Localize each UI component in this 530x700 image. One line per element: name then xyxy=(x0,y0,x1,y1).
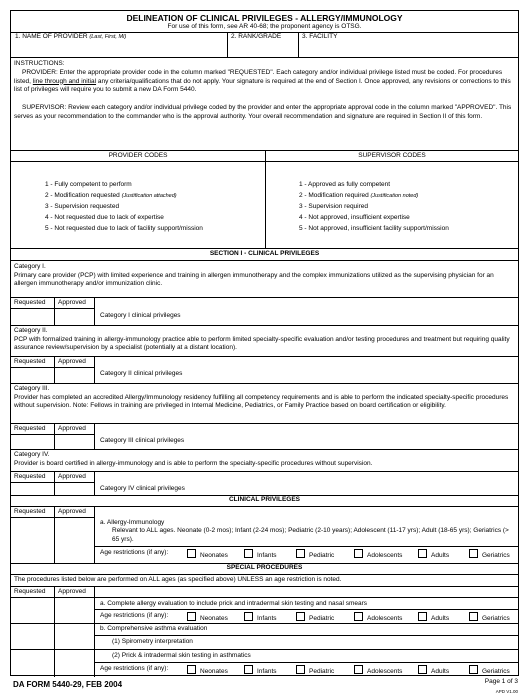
checkbox-box[interactable] xyxy=(469,612,478,621)
age-checkboxes-2 xyxy=(187,612,510,624)
page-number: Page 1 of 3 xyxy=(484,678,518,685)
age-restrictions-label: Age restrictions (if any): xyxy=(100,612,169,619)
skin-testing-asthmatics-item: (2) Prick & intradermal skin testing in asthmatics xyxy=(112,652,251,659)
special-procedures-heading: SPECIAL PROCEDURES xyxy=(226,564,303,571)
infants-checkbox[interactable] xyxy=(244,665,296,677)
supervisor-codes-list xyxy=(299,181,449,236)
checkbox-box[interactable] xyxy=(418,665,427,674)
pediatric-label: Pediatric xyxy=(309,552,335,559)
provider-code-3 xyxy=(45,203,203,214)
geriatrics-label: Geriatrics xyxy=(482,668,510,675)
checkbox-box[interactable] xyxy=(244,549,253,558)
adolescents-checkbox[interactable] xyxy=(354,549,418,561)
adolescents-label: Adolescents xyxy=(367,668,403,675)
checkbox-box[interactable] xyxy=(354,612,363,621)
geriatrics-label: Geriatrics xyxy=(482,615,510,622)
adults-label: Adults xyxy=(431,552,450,559)
age-restrictions-label: Age restrictions (if any): xyxy=(100,665,169,672)
neonates-checkbox[interactable] xyxy=(187,665,244,677)
requested-header: Requested xyxy=(14,358,46,365)
section-1-heading: SECTION I - CLINICAL PRIVILEGES xyxy=(209,250,320,257)
supervisor-code-1-text: 1 - Approved as fully competent xyxy=(299,181,391,188)
pediatric-checkbox[interactable] xyxy=(296,612,354,624)
neonates-checkbox[interactable] xyxy=(187,612,244,624)
apd-version: APD V1.00 xyxy=(495,689,518,694)
provider-instructions-b: any criteria/qualifications that do not apply. Your signature is required at the end of Section I. Once approved, any revisions or corrections to this list of privileges will require you to submit a new DA Form 5440. xyxy=(14,77,511,93)
approved-header: Approved xyxy=(58,358,86,365)
form-subtitle: For use of this form, see AR 40-68; the proponent agency is OTSG. xyxy=(167,23,362,30)
supervisor-code-2 xyxy=(299,192,449,203)
provider-instructions xyxy=(14,69,515,95)
age-checkboxes-1 xyxy=(187,549,510,561)
category-3-title: Category III. xyxy=(14,385,50,392)
form-number: DA FORM 5440-29, FEB 2004 xyxy=(13,680,123,689)
requested-header: Requested xyxy=(14,299,46,306)
pediatric-checkbox[interactable] xyxy=(296,665,354,677)
approved-header: Approved xyxy=(58,299,86,306)
provider-instructions-a: PROVIDER: Enter the appropriate provider code in the column marked "REQUESTED". Each category and/or individual privilege listed must be coded. For procedures listed, xyxy=(14,69,503,85)
requested-header: Requested xyxy=(14,508,46,515)
category-2-privileges: Category II clinical privileges xyxy=(100,370,183,377)
rank-grade-field[interactable]: 2. RANK/GRADE xyxy=(231,33,282,40)
category-3-block xyxy=(14,385,515,411)
supervisor-code-2-text: 2 - Modification required xyxy=(299,192,369,199)
infants-checkbox[interactable] xyxy=(244,549,296,561)
provider-code-3-text: 3 - Supervision requested xyxy=(45,203,120,210)
adults-label: Adults xyxy=(431,615,450,622)
adolescents-checkbox[interactable] xyxy=(354,665,418,677)
checkbox-box[interactable] xyxy=(469,665,478,674)
adolescents-label: Adolescents xyxy=(367,552,403,559)
category-4-requested-cell[interactable] xyxy=(13,484,52,494)
supervisor-code-5 xyxy=(299,225,449,236)
pediatric-label: Pediatric xyxy=(309,668,335,675)
category-3-approved-cell[interactable] xyxy=(56,436,92,448)
category-1-title: Category I. xyxy=(14,263,46,270)
supervisor-code-3 xyxy=(299,203,449,214)
provider-code-2-text: 2 - Modification requested xyxy=(45,192,120,199)
adults-checkbox[interactable] xyxy=(418,612,469,624)
adults-label: Adults xyxy=(431,668,450,675)
checkbox-box[interactable] xyxy=(354,665,363,674)
category-1-privileges: Category I clinical privileges xyxy=(100,312,181,319)
requested-header: Requested xyxy=(14,425,46,432)
skin-testing-requested-cell[interactable] xyxy=(13,651,52,675)
neonates-checkbox[interactable] xyxy=(187,549,244,561)
special-procedures-note: The procedures listed below are performed on ALL ages (as specified above) UNLESS an age restriction is noted. xyxy=(14,576,342,583)
skin-testing-approved-cell[interactable] xyxy=(56,651,92,675)
category-2-block xyxy=(14,327,515,353)
geriatrics-checkbox[interactable] xyxy=(469,668,510,675)
supervisor-code-1 xyxy=(299,181,449,192)
provider-code-1-text: 1 - Fully competent to perform xyxy=(45,181,132,188)
form-page xyxy=(10,10,519,676)
supervisor-code-5-text: 5 - Not approved, insufficient facility support/mission xyxy=(299,225,449,232)
provider-name-hint: (Last, First, MI) xyxy=(89,34,127,40)
category-3-requested-cell[interactable] xyxy=(13,436,52,448)
provider-code-2-note: (Justification attached) xyxy=(121,193,177,199)
geriatrics-label: Geriatrics xyxy=(482,552,510,559)
supervisor-code-4 xyxy=(299,214,449,225)
provider-code-2 xyxy=(45,192,203,203)
age-ranges-note: Relevant to ALL ages. Neonate (0-2 mos); Infant (2-24 mos); Pediatric (2-10 years); Adolescent (11-17 yrs); Adult (18-65 yrs); Geriatrics (> 65 yrs). xyxy=(112,527,509,543)
provider-name-field[interactable] xyxy=(15,33,126,42)
approved-header: Approved xyxy=(58,473,86,480)
requested-header: Requested xyxy=(14,588,46,595)
spirometry-item: (1) Spirometry interpretation xyxy=(112,638,193,645)
provider-code-4 xyxy=(45,214,203,225)
geriatrics-checkbox[interactable] xyxy=(469,552,510,559)
adolescents-checkbox[interactable] xyxy=(354,612,418,624)
neonates-label: Neonates xyxy=(200,668,228,675)
checkbox-box[interactable] xyxy=(418,549,427,558)
adults-checkbox[interactable] xyxy=(418,549,469,561)
geriatrics-checkbox[interactable] xyxy=(469,615,510,622)
category-1-block xyxy=(14,263,515,289)
approved-header: Approved xyxy=(58,508,86,515)
provider-codes-heading: PROVIDER CODES xyxy=(108,152,168,159)
checkbox-box[interactable] xyxy=(296,612,305,621)
category-2-title: Category II. xyxy=(14,327,48,334)
neonates-label: Neonates xyxy=(200,552,228,559)
pediatric-label: Pediatric xyxy=(309,615,335,622)
spirometry-requested-cell[interactable] xyxy=(13,637,52,649)
spirometry-approved-cell[interactable] xyxy=(56,637,92,649)
form-title: DELINEATION OF CLINICAL PRIVILEGES - ALLERGY/IMMUNOLOGY xyxy=(126,13,403,23)
age-checkboxes-3 xyxy=(187,665,510,677)
category-4-desc: Provider is board certified in allergy-immunology and is able to perform the specialty-specific procedures without supervision. xyxy=(14,459,373,467)
pediatric-checkbox[interactable] xyxy=(296,549,354,561)
category-2-requested-cell[interactable] xyxy=(13,369,52,381)
checkbox-box[interactable] xyxy=(244,612,253,621)
provider-code-1 xyxy=(45,181,203,192)
provider-code-5 xyxy=(45,225,203,236)
adults-checkbox[interactable] xyxy=(418,665,469,677)
age-restrictions-row-2 xyxy=(100,612,168,621)
age-restrictions-label: Age restrictions (if any): xyxy=(100,549,169,556)
checkbox-box[interactable] xyxy=(187,549,196,558)
supervisor-instructions: SUPERVISOR: Review each category and/or individual privilege coded by the provider and enter the appropriate approval code in the column marked "APPROVED". This serves as your recommendation to the commander who is the approval authority. Your overall recommendation and signature are required in Section II of this form. xyxy=(14,104,512,120)
instructions-heading: INSTRUCTIONS: xyxy=(14,60,65,67)
approved-header: Approved xyxy=(58,425,86,432)
category-2-approved-cell[interactable] xyxy=(56,369,92,381)
category-1-desc: Primary care provider (PCP) with limited experience and training in allergen immunotherapy and the complex immunizations utilized as the supervising physician for an allergen immunotherapy and/or immunization clinic. xyxy=(14,271,494,287)
checkbox-box[interactable] xyxy=(418,612,427,621)
comprehensive-asthma-item: b. Comprehensive asthma evaluation xyxy=(100,625,208,632)
supervisor-code-3-text: 3 - Supervision required xyxy=(299,203,369,210)
checkbox-box[interactable] xyxy=(187,665,196,674)
category-3-desc: Provider has completed an accredited Allergy/Immunology residency fulfilling all competency requirements and is able to perform the indicated specialty-specific procedures without supervision. Note: Fellows in training are privileged in Internal Medicine, Pediatrics, or Family Practice based on board certification or eligibility. xyxy=(14,393,509,409)
allergy-immunology-approved-cell[interactable] xyxy=(56,519,92,561)
category-3-privileges: Category III clinical privileges xyxy=(100,437,185,444)
age-restrictions-row-1 xyxy=(100,549,168,558)
adolescents-label: Adolescents xyxy=(367,615,403,622)
age-restrictions-row-3 xyxy=(100,665,168,674)
category-1-approved-cell[interactable] xyxy=(56,311,92,323)
provider-code-4-text: 4 - Not requested due to lack of expertise xyxy=(45,214,164,221)
checkbox-box[interactable] xyxy=(244,665,253,674)
checkbox-box[interactable] xyxy=(296,665,305,674)
category-4-title: Category IV. xyxy=(14,451,50,458)
infants-label: Infants xyxy=(257,668,277,675)
category-4-approved-cell[interactable] xyxy=(56,484,92,494)
infants-checkbox[interactable] xyxy=(244,612,296,624)
provider-codes-list xyxy=(45,181,203,236)
requested-header: Requested xyxy=(14,473,46,480)
complete-allergy-evaluation-item: a. Complete allergy evaluation to include prick and intradermal skin testing and nasal smears xyxy=(100,600,368,607)
infants-label: Infants xyxy=(257,552,277,559)
facility-field[interactable]: 3. FACILITY xyxy=(302,33,338,40)
neonates-label: Neonates xyxy=(200,615,228,622)
category-2-desc: PCP with formalized training in allergy-immunology practice able to perform limited specialty-specific evaluation and/or testing procedures and treatment but requiring quality assurance review/supervision by a specialist (potentially at a distant location). xyxy=(14,335,510,351)
category-1-requested-cell[interactable] xyxy=(13,311,52,323)
checkbox-box[interactable] xyxy=(187,612,196,621)
allergy-immunology-item: a. Allergy-Immunology xyxy=(100,519,165,526)
clinical-privileges-heading: CLINICAL PRIVILEGES xyxy=(228,496,301,503)
checkbox-box[interactable] xyxy=(469,549,478,558)
allergy-immunology-requested-cell[interactable] xyxy=(13,519,52,561)
category-4-block xyxy=(14,451,515,468)
checkbox-box[interactable] xyxy=(354,549,363,558)
provider-code-5-text: 5 - Not requested due to lack of facility support/mission xyxy=(45,225,203,232)
infants-label: Infants xyxy=(257,615,277,622)
provider-name-label: 1. NAME OF PROVIDER xyxy=(15,33,88,40)
item-a-approved-cell[interactable] xyxy=(56,599,92,623)
provider-instructions-underline: line through and initial xyxy=(32,77,97,85)
checkbox-box[interactable] xyxy=(296,549,305,558)
supervisor-code-2-note: (Justification noted) xyxy=(370,193,419,199)
category-4-privileges: Category IV clinical privileges xyxy=(100,485,185,492)
approved-header: Approved xyxy=(58,588,86,595)
supervisor-codes-heading: SUPERVISOR CODES xyxy=(358,152,426,159)
supervisor-code-4-text: 4 - Not approved, insufficient expertise xyxy=(299,214,410,221)
item-a-requested-cell[interactable] xyxy=(13,599,52,623)
